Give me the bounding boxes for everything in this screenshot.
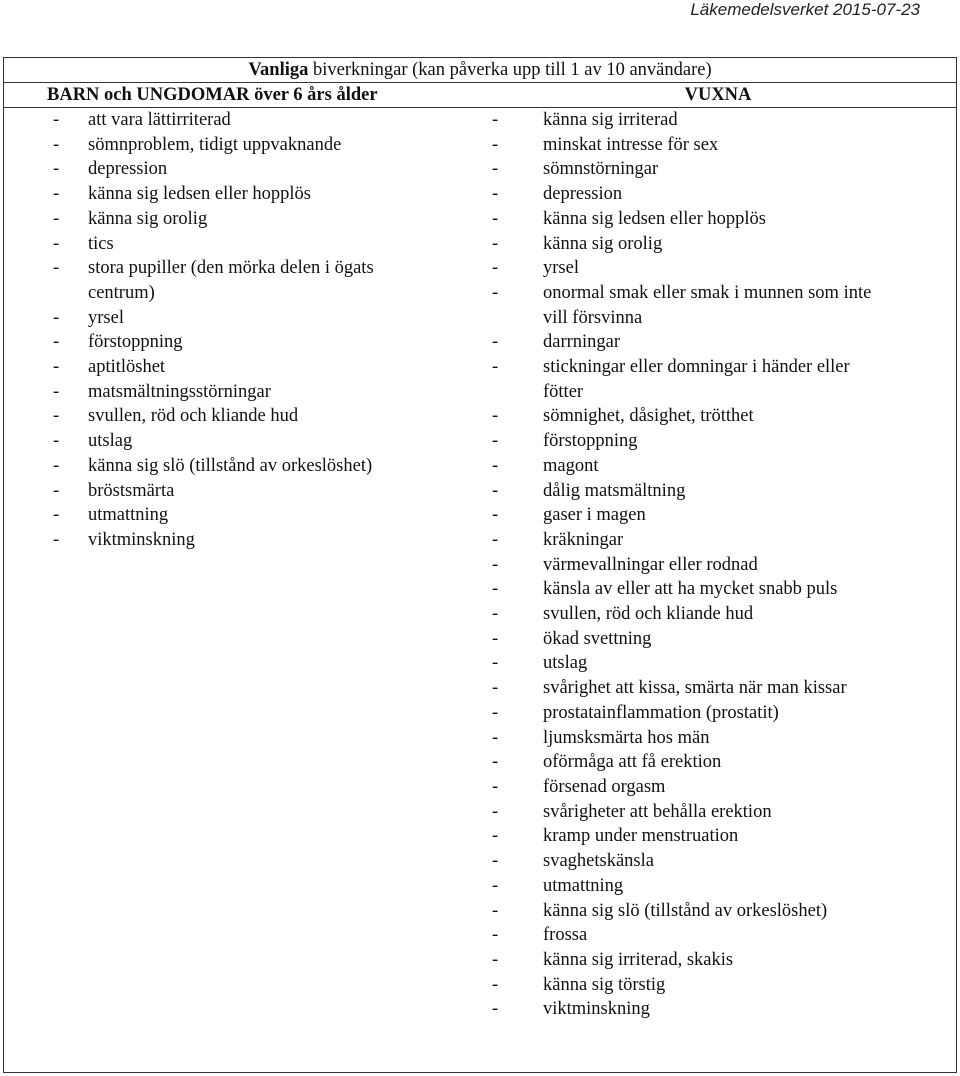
dash: - [492, 678, 499, 699]
list-item [4, 207, 480, 232]
dash: - [53, 505, 60, 526]
dash: - [492, 258, 499, 279]
dash: - [492, 431, 499, 452]
list-item-text: förstoppning [543, 431, 638, 452]
dash: - [53, 134, 60, 155]
list-item [4, 108, 480, 133]
list-item-text: känna sig slö (tillstånd av orkeslöshet) [88, 455, 373, 476]
list-item [4, 330, 480, 355]
list-item-text: känna sig orolig [88, 208, 208, 229]
list-item-text: centrum) [88, 282, 155, 303]
list-item [4, 157, 480, 182]
dash: - [492, 184, 499, 205]
list-item [480, 824, 956, 849]
list-item-text: känsla av eller att ha mycket snabb puls [543, 579, 838, 600]
column-headings-row [4, 83, 957, 108]
list-item-text: kräkningar [543, 529, 624, 550]
dash: - [492, 875, 499, 896]
list-item [480, 232, 956, 257]
dash: - [53, 184, 60, 205]
list-item [480, 454, 956, 479]
list-item [480, 651, 956, 676]
list-item-text: vill försvinna [543, 307, 643, 328]
dash: - [53, 480, 60, 501]
list-item [4, 380, 480, 405]
list-item-text: utslag [543, 653, 588, 674]
list-item [480, 256, 956, 281]
children-side-effects-list [4, 108, 480, 553]
dash: - [492, 480, 499, 501]
list-item-text: svullen, röd och kliande hud [88, 406, 299, 427]
list-item [4, 479, 480, 504]
list-item-text: depression [88, 159, 168, 180]
dash: - [492, 159, 499, 180]
dash: - [53, 159, 60, 180]
list-item-text: känna sig ledsen eller hopplös [88, 184, 311, 205]
list-item [480, 602, 956, 627]
list-item-text: ökad svettning [543, 628, 652, 649]
list-item-text: yrsel [543, 258, 579, 279]
list-item-continuation [4, 281, 480, 306]
list-item [4, 133, 480, 158]
list-item [480, 775, 956, 800]
list-item-text: utslag [88, 431, 133, 452]
list-item [480, 899, 956, 924]
dash: - [492, 653, 499, 674]
list-item-text: oförmåga att få erektion [543, 752, 722, 773]
list-item [4, 355, 480, 380]
list-item [480, 874, 956, 899]
list-item [480, 973, 956, 998]
list-item-text: depression [543, 184, 623, 205]
children-column [4, 108, 481, 1073]
list-item [4, 429, 480, 454]
list-item [480, 503, 956, 528]
list-item [480, 849, 956, 874]
children-heading: BARN och UNGDOMAR över 6 års ålder [4, 83, 481, 108]
list-item-text: känna sig orolig [543, 233, 663, 254]
list-item [480, 355, 956, 380]
dash: - [492, 974, 499, 995]
list-item [480, 157, 956, 182]
list-item-text: försenad orgasm [543, 776, 666, 797]
list-item-text: svårighet att kissa, smärta när man kissar [543, 678, 847, 699]
dash: - [53, 208, 60, 229]
list-item-text: förstoppning [88, 332, 183, 353]
list-item [480, 281, 956, 306]
list-item [480, 133, 956, 158]
list-item-text: ljumsksmärta hos män [543, 727, 710, 748]
list-item-text: känna sig slö (tillstånd av orkeslöshet) [543, 900, 828, 921]
table-title-row [4, 58, 957, 83]
dash: - [492, 999, 499, 1020]
list-item-text: utmattning [88, 505, 169, 526]
dash: - [53, 332, 60, 353]
list-item-text: viktminskning [88, 529, 195, 550]
table-title-bold: Vanliga [248, 60, 309, 80]
dash: - [492, 949, 499, 970]
dash: - [492, 604, 499, 625]
list-item-text: yrsel [88, 307, 124, 328]
list-item [480, 330, 956, 355]
dash: - [492, 233, 499, 254]
dash: - [492, 752, 499, 773]
list-item-text: att vara lättirriterad [88, 110, 231, 130]
dash: - [492, 801, 499, 822]
list-item-text: stora pupiller (den mörka delen i ögats [88, 258, 374, 279]
dash: - [53, 110, 60, 130]
dash: - [53, 233, 60, 254]
list-item-text: magont [543, 455, 599, 476]
list-item [480, 923, 956, 948]
list-item-text: värmevallningar eller rodnad [543, 554, 758, 575]
dash: - [492, 282, 499, 303]
list-item-text: utmattning [543, 875, 624, 896]
dash: - [492, 332, 499, 353]
list-item-text: sömnighet, dåsighet, trötthet [543, 406, 754, 427]
list-item-text: bröstsmärta [88, 480, 175, 501]
list-item-text: prostatainflammation (prostatit) [543, 702, 779, 723]
list-item-text: darrningar [543, 332, 621, 353]
list-item [480, 528, 956, 553]
list-item-text: matsmältningsstörningar [88, 381, 271, 402]
dash: - [492, 851, 499, 872]
list-item-text: stickningar eller domningar i händer eller [543, 357, 850, 378]
list-item [480, 676, 956, 701]
list-item [480, 726, 956, 751]
dash: - [53, 406, 60, 427]
adults-side-effects-list [480, 108, 956, 1022]
dash: - [492, 776, 499, 797]
list-item-text: onormal smak eller smak i munnen som inte [543, 282, 872, 303]
dash: - [492, 208, 499, 229]
list-item [480, 948, 956, 973]
adults-column [480, 108, 957, 1073]
list-item-text: sömnstörningar [543, 159, 659, 180]
list-item-text: gaser i magen [543, 505, 646, 526]
list-item [4, 404, 480, 429]
dash: - [492, 925, 499, 946]
list-item-text: känna sig irriterad, skakis [543, 949, 734, 970]
list-item [4, 454, 480, 479]
dash: - [492, 702, 499, 723]
adults-heading: VUXNA [480, 83, 957, 108]
list-item [480, 800, 956, 825]
list-item-text: viktminskning [543, 999, 650, 1020]
list-item-text: känna sig törstig [543, 974, 666, 995]
dash: - [492, 406, 499, 427]
list-item-text: frossa [543, 925, 588, 946]
dash: - [492, 505, 499, 526]
dash: - [53, 455, 60, 476]
list-item [4, 256, 480, 281]
list-item-text: dålig matsmältning [543, 480, 686, 501]
list-item [4, 306, 480, 331]
list-item-text: fötter [543, 381, 584, 402]
document-source-date: Läkemedelsverket 2015-07-23 [690, 0, 920, 19]
list-item-text: svårigheter att behålla erektion [543, 801, 772, 822]
dash: - [492, 357, 499, 378]
list-item [480, 577, 956, 602]
list-item [480, 997, 956, 1022]
list-item-continuation [480, 380, 956, 405]
dash: - [53, 357, 60, 378]
list-item-text: svaghetskänsla [543, 851, 654, 872]
list-item [480, 207, 956, 232]
table-title [4, 58, 957, 83]
dash: - [492, 579, 499, 600]
list-item-text: känna sig ledsen eller hopplös [543, 208, 766, 229]
list-item [4, 182, 480, 207]
side-effects-table [3, 57, 957, 1073]
list-item [480, 404, 956, 429]
list-item-text: tics [88, 233, 114, 254]
dash: - [492, 900, 499, 921]
list-item [4, 503, 480, 528]
list-item-continuation [480, 306, 956, 331]
list-item [480, 553, 956, 578]
dash: - [492, 134, 499, 155]
list-item-text: känna sig irriterad [543, 110, 678, 130]
list-item [480, 182, 956, 207]
dash: - [53, 431, 60, 452]
lists-row [4, 108, 957, 1073]
dash: - [492, 628, 499, 649]
list-item [480, 627, 956, 652]
list-item-text: aptitlöshet [88, 357, 166, 378]
list-item-text: kramp under menstruation [543, 826, 739, 847]
list-item [4, 232, 480, 257]
list-item-text: svullen, röd och kliande hud [543, 604, 754, 625]
dash: - [492, 455, 499, 476]
list-item [480, 750, 956, 775]
dash: - [492, 554, 499, 575]
dash: - [492, 727, 499, 748]
dash: - [492, 110, 499, 130]
list-item [480, 479, 956, 504]
list-item-text: minskat intresse för sex [543, 134, 719, 155]
dash: - [53, 258, 60, 279]
dash: - [53, 529, 60, 550]
list-item [4, 528, 480, 553]
dash: - [492, 826, 499, 847]
table-title-rest: biverkningar (kan påverka upp till 1 av 10 användare) [308, 60, 712, 80]
list-item [480, 108, 956, 133]
list-item [480, 701, 956, 726]
dash: - [492, 529, 499, 550]
list-item [480, 429, 956, 454]
dash: - [53, 307, 60, 328]
list-item-text: sömnproblem, tidigt uppvaknande [88, 134, 342, 155]
dash: - [53, 381, 60, 402]
